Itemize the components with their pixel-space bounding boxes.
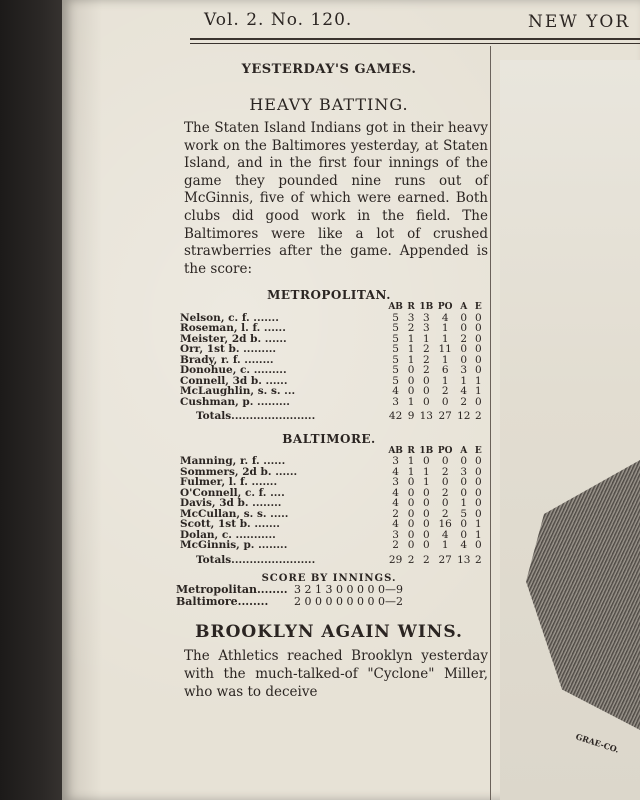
column-header: AB <box>388 445 403 456</box>
stat-cell: 0 <box>460 486 468 499</box>
stat-cell: 0 <box>460 311 468 324</box>
stat-cell: 0 <box>422 518 430 531</box>
page-header <box>140 8 640 42</box>
player-name: Brady, r. f. ........ <box>180 353 274 366</box>
stat-cell: 1 <box>407 353 415 366</box>
stat-cell: 0 <box>422 486 430 499</box>
stat-cell: 0 <box>407 497 415 510</box>
stat-cell: 2 <box>460 332 468 345</box>
totals-row <box>178 551 484 566</box>
stat-cell: 0 <box>475 343 482 356</box>
player-name: Davis, 3d b. ........ <box>180 497 282 510</box>
stat-cell: 3 <box>392 455 399 468</box>
stat-cell: 0 <box>441 497 449 510</box>
totals-cell: 13 <box>457 553 471 566</box>
stat-cell: 2 <box>422 343 430 356</box>
stat-cell: 2 <box>460 395 468 408</box>
stat-cell: 5 <box>392 322 399 335</box>
stat-cell: 2 <box>422 364 430 377</box>
player-name: Meister, 2d b. ...... <box>180 332 287 345</box>
player-name: Nelson, c. f. ....... <box>180 311 279 324</box>
player-name: Sommers, 2d b. ...... <box>180 465 298 478</box>
stat-cell: 1 <box>441 353 449 366</box>
stat-cell: 0 <box>460 476 468 489</box>
stat-cell: 4 <box>392 486 399 499</box>
stat-cell: 0 <box>422 455 430 468</box>
stat-cell: 0 <box>441 476 449 489</box>
stat-cell: 2 <box>392 539 399 552</box>
stat-cell: 0 <box>475 353 482 366</box>
stat-cell: 0 <box>475 311 482 324</box>
column-header: 1B <box>419 445 434 456</box>
stat-cell: 5 <box>392 374 399 387</box>
stat-cell: 0 <box>407 539 415 552</box>
stat-cell: 1 <box>441 332 449 345</box>
stat-cell: 1 <box>475 385 482 398</box>
stat-cell: 2 <box>441 385 449 398</box>
column-rule <box>490 46 491 800</box>
stat-cell: 3 <box>460 364 468 377</box>
innings-scores: 3 2 1 3 0 0 0 0 0—9 <box>294 583 403 597</box>
player-name: Roseman, l. f. ...... <box>180 322 286 335</box>
totals-cell: 29 <box>388 553 403 566</box>
stat-cell: 4 <box>392 518 399 531</box>
stat-cell: 2 <box>392 507 399 520</box>
score-by-innings <box>170 584 488 608</box>
masthead: NEW YOR <box>528 12 631 32</box>
stat-cell: 5 <box>392 343 399 356</box>
player-name: Orr, 1st b. ......... <box>180 343 277 356</box>
stat-cell: 0 <box>422 528 430 541</box>
totals-cell: 12 <box>457 410 471 423</box>
stat-cell: 0 <box>475 476 482 489</box>
stat-cell: 0 <box>422 395 430 408</box>
stat-cell: 1 <box>422 465 430 478</box>
header-rule-thin <box>190 43 640 44</box>
column-header: AB <box>388 302 403 313</box>
stat-cell: 2 <box>441 465 449 478</box>
stat-cell: 3 <box>407 311 415 324</box>
stat-cell: 0 <box>407 507 415 520</box>
totals-cell: 2 <box>475 553 482 566</box>
stat-cell: 0 <box>475 364 482 377</box>
stat-cell: 0 <box>407 385 415 398</box>
stat-cell: 0 <box>407 528 415 541</box>
column-header: E <box>474 302 482 313</box>
player-name: Cushman, p. ......... <box>180 395 290 408</box>
stat-cell: 0 <box>407 486 415 499</box>
stat-cell: 0 <box>475 322 482 335</box>
innings-team: Metropolitan........ <box>176 583 288 597</box>
totals-cell: 27 <box>438 553 452 566</box>
column-header: R <box>407 302 415 313</box>
player-row <box>178 540 484 551</box>
stat-cell: 0 <box>441 395 449 408</box>
stat-cell: 4 <box>441 528 449 541</box>
player-name: O'Connell, c. f. .... <box>180 486 285 499</box>
column-header: E <box>474 445 482 456</box>
story-headline-2: BROOKLYN AGAIN WINS. <box>195 622 463 643</box>
stat-cell: 3 <box>422 311 430 324</box>
stat-cell: 0 <box>475 539 482 552</box>
innings-team: Baltimore........ <box>176 595 269 609</box>
totals-row <box>178 407 484 422</box>
stat-cell: 1 <box>475 518 482 531</box>
header-rule <box>190 38 640 40</box>
stat-cell: 2 <box>441 507 449 520</box>
player-name: Fulmer, l. f. ....... <box>180 476 278 489</box>
volume-number: Vol. 2. No. 120. <box>204 10 353 30</box>
stat-cell: 0 <box>460 455 468 468</box>
player-row <box>178 397 484 408</box>
stat-cell: 4 <box>392 497 399 510</box>
stat-cell: 0 <box>475 465 482 478</box>
column-header: PO <box>437 302 453 313</box>
player-name: Donohue, c. ......... <box>180 364 287 377</box>
innings-row <box>176 596 488 608</box>
stat-cell: 0 <box>460 528 468 541</box>
player-name: Dolan, c. ........... <box>180 528 276 541</box>
stat-cell: 1 <box>441 374 449 387</box>
stat-cell: 1 <box>407 455 415 468</box>
stat-cell: 0 <box>475 332 482 345</box>
sports-column <box>170 46 488 701</box>
stat-cell: 0 <box>407 518 415 531</box>
column-header: R <box>407 445 415 456</box>
stat-cell: 0 <box>460 343 468 356</box>
stat-cell: 0 <box>475 507 482 520</box>
player-name: Connell, 3d b. ...... <box>180 374 288 387</box>
story-headline: HEAVY BATTING. <box>249 95 409 114</box>
stat-cell: 5 <box>392 364 399 377</box>
stat-cell: 1 <box>407 395 415 408</box>
stat-cell: 0 <box>475 486 482 499</box>
stat-cell: 5 <box>460 507 468 520</box>
column-header: PO <box>437 445 453 456</box>
totals-cell: 13 <box>419 410 433 423</box>
stat-cell: 1 <box>407 465 415 478</box>
story-body-2: The Athletics reached Brooklyn yesterday with the much-talked-of "Cyclone" Miller, who was to deceive <box>184 648 488 700</box>
stat-cell: 3 <box>392 476 399 489</box>
player-name: McGinnis, p. ........ <box>180 539 288 552</box>
stat-cell: 0 <box>422 374 430 387</box>
stat-cell: 0 <box>422 385 430 398</box>
book-binding <box>0 0 70 800</box>
totals-label: Totals....................... <box>196 553 316 566</box>
team-title-metropolitan: METROPOLITAN. <box>267 288 391 303</box>
stat-cell: 4 <box>460 539 468 552</box>
stat-cell: 16 <box>438 518 452 531</box>
stat-cell: 6 <box>441 364 449 377</box>
stat-cell: 2 <box>441 486 449 499</box>
box-score-baltimore <box>178 446 484 566</box>
player-name: McCullan, s. s. ..... <box>180 507 289 520</box>
innings-scores: 2 0 0 0 0 0 0 0 0—2 <box>294 595 403 609</box>
stat-cell: 5 <box>392 311 399 324</box>
stat-cell: 3 <box>392 528 399 541</box>
player-name: Manning, r. f. ...... <box>180 455 286 468</box>
stat-cell: 2 <box>422 353 430 366</box>
stat-cell: 0 <box>407 374 415 387</box>
stat-cell: 1 <box>441 322 449 335</box>
stat-cell: 1 <box>475 528 482 541</box>
section-title: YESTERDAY'S GAMES. <box>241 62 417 77</box>
stat-cell: 0 <box>475 455 482 468</box>
stat-cell: 1 <box>422 332 430 345</box>
stat-cell: 1 <box>407 332 415 345</box>
stat-cell: 1 <box>460 497 468 510</box>
stat-cell: 0 <box>441 455 449 468</box>
stat-cell: 0 <box>460 322 468 335</box>
stat-cell: 0 <box>422 497 430 510</box>
stat-cell: 3 <box>460 465 468 478</box>
totals-cell: 9 <box>407 410 415 423</box>
stat-cell: 0 <box>460 353 468 366</box>
stat-cell: 0 <box>407 364 415 377</box>
player-name: McLaughlin, s. s. ... <box>180 385 296 398</box>
stat-cell: 1 <box>422 476 430 489</box>
totals-cell: 2 <box>422 553 430 566</box>
stat-cell: 1 <box>475 374 482 387</box>
stat-cell: 0 <box>475 497 482 510</box>
totals-label: Totals....................... <box>196 410 316 423</box>
column-header: 1B <box>419 302 434 313</box>
stat-cell: 5 <box>392 332 399 345</box>
stat-cell: 4 <box>460 385 468 398</box>
team-title-baltimore: BALTIMORE. <box>282 431 376 446</box>
stat-cell: 1 <box>441 539 449 552</box>
stat-cell: 1 <box>407 343 415 356</box>
column-header: A <box>460 445 468 456</box>
column-header: A <box>460 302 468 313</box>
totals-cell: 2 <box>407 553 415 566</box>
stat-cell: 11 <box>438 343 452 356</box>
stat-cell: 1 <box>460 374 468 387</box>
stat-cell: 0 <box>407 476 415 489</box>
player-name: Scott, 1st b. ....... <box>180 518 280 531</box>
stat-cell: 2 <box>407 322 415 335</box>
score-by-innings-title: SCORE BY INNINGS. <box>261 573 397 585</box>
stat-cell: 0 <box>460 518 468 531</box>
stat-cell: 0 <box>422 507 430 520</box>
stat-cell: 0 <box>422 539 430 552</box>
illustration-credit: GRAE-CO. <box>574 731 621 755</box>
totals-cell: 27 <box>438 410 452 423</box>
totals-cell: 42 <box>388 410 403 423</box>
stat-cell: 4 <box>441 311 449 324</box>
stat-cell: 5 <box>392 353 399 366</box>
totals-cell: 2 <box>475 410 482 423</box>
stat-cell: 3 <box>422 322 430 335</box>
stat-cell: 3 <box>392 395 399 408</box>
story-body: The Staten Island Indians got in their heavy work on the Baltimores yesterday, at Staten Island, and in the first four innings of the game they pounded nine runs out of McGinnis, five of which were earned. Both clubs did good work in the field. The Baltimores were like a lot of crushed strawberries after the game. Appended is the score: <box>184 120 488 277</box>
stat-cell: 4 <box>392 385 399 398</box>
stat-cell: 0 <box>475 395 482 408</box>
box-score-metropolitan <box>178 302 484 422</box>
stat-cell: 4 <box>392 465 399 478</box>
